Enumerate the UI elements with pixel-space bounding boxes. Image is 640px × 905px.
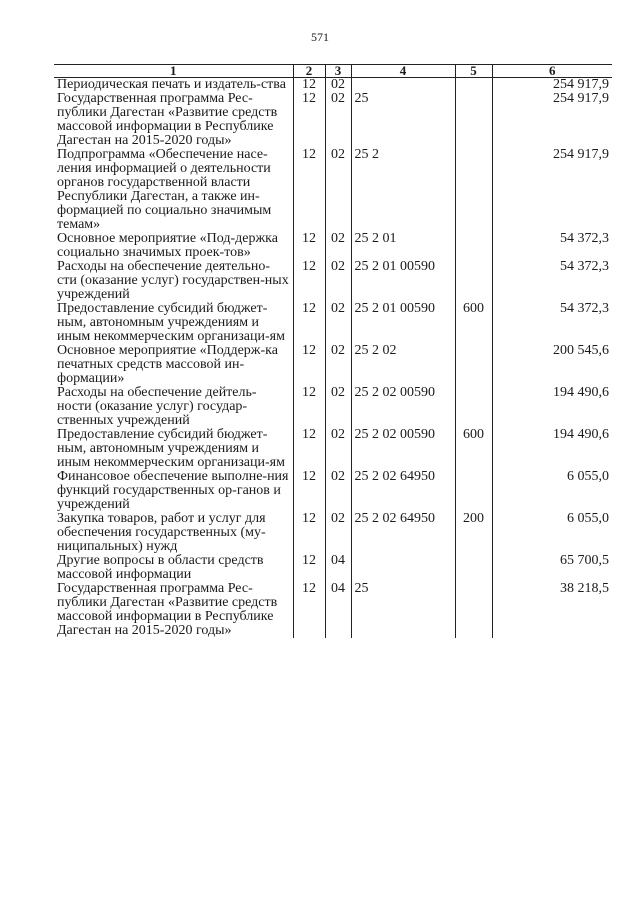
column-header: 3 xyxy=(325,65,351,78)
target-article-code: 25 2 02 00590 xyxy=(351,386,455,428)
expense-type-code xyxy=(455,260,492,302)
expense-type-code xyxy=(455,78,492,93)
target-article-code: 25 xyxy=(351,92,455,148)
subsection-code: 02 xyxy=(325,92,351,148)
item-name: Закупка товаров, работ и услуг для обеспечения государственных (му-ниципальных) нужд xyxy=(54,512,293,554)
section-code: 12 xyxy=(293,470,325,512)
subsection-code: 02 xyxy=(325,302,351,344)
table-row xyxy=(54,78,612,93)
subsection-code: 04 xyxy=(325,582,351,638)
item-name: Расходы на обеспечение дейтель-ности (оказание услуг) государ-ственных учреждений xyxy=(54,386,293,428)
amount-value: 54 372,3 xyxy=(492,260,612,302)
subsection-code: 02 xyxy=(325,78,351,93)
expense-type-code: 600 xyxy=(455,428,492,470)
target-article-code xyxy=(351,78,455,93)
item-name: Основное мероприятие «Поддерж-ка печатных средств массовой ин-формации» xyxy=(54,344,293,386)
item-name: Основное мероприятие «Под-держка социально значимых проек-тов» xyxy=(54,232,293,260)
section-code: 12 xyxy=(293,260,325,302)
table-row xyxy=(54,582,612,638)
target-article-code: 25 2 02 00590 xyxy=(351,428,455,470)
target-article-code: 25 2 01 00590 xyxy=(351,260,455,302)
subsection-code: 02 xyxy=(325,148,351,232)
item-name: Предоставление субсидий бюджет-ным, автономным учреждениям и иным некоммерческим организаци-ям xyxy=(54,302,293,344)
subsection-code: 02 xyxy=(325,260,351,302)
amount-value: 194 490,6 xyxy=(492,386,612,428)
table-row xyxy=(54,232,612,260)
subsection-code: 02 xyxy=(325,512,351,554)
item-name: Государственная программа Рес-публики Дагестан «Развитие средств массовой информации в Республике Дагестан на 2015-2020 годы» xyxy=(54,582,293,638)
amount-value: 6 055,0 xyxy=(492,512,612,554)
table-row xyxy=(54,148,612,232)
expense-type-code xyxy=(455,554,492,582)
target-article-code: 25 2 01 00590 xyxy=(351,302,455,344)
section-code: 12 xyxy=(293,232,325,260)
amount-value: 254 917,9 xyxy=(492,78,612,93)
amount-value: 254 917,9 xyxy=(492,92,612,148)
target-article-code: 25 2 02 64950 xyxy=(351,470,455,512)
amount-value: 194 490,6 xyxy=(492,428,612,470)
expense-type-code xyxy=(455,344,492,386)
table-row xyxy=(54,386,612,428)
section-code: 12 xyxy=(293,344,325,386)
item-name: Государственная программа Рес-публики Дагестан «Развитие средств массовой информации в Республике Дагестан на 2015-2020 годы» xyxy=(54,92,293,148)
target-article-code: 25 2 01 xyxy=(351,232,455,260)
amount-value: 65 700,5 xyxy=(492,554,612,582)
table-row xyxy=(54,92,612,148)
subsection-code: 02 xyxy=(325,344,351,386)
section-code: 12 xyxy=(293,386,325,428)
expense-type-code xyxy=(455,470,492,512)
page-number: 571 xyxy=(311,30,329,44)
column-header: 2 xyxy=(293,65,325,78)
item-name: Подпрограмма «Обеспечение насе-ления информацией о деятельности органов государственной власти Республики Дагестан, а также ин-формацией по социально значимым темам» xyxy=(54,148,293,232)
section-code: 12 xyxy=(293,554,325,582)
header-row xyxy=(54,65,612,78)
amount-value: 38 218,5 xyxy=(492,582,612,638)
table-row xyxy=(54,554,612,582)
item-name: Финансовое обеспечение выполне-ния функций государственных ор-ганов и учреждений xyxy=(54,470,293,512)
item-name: Периодическая печать и издатель-ства xyxy=(54,78,293,93)
subsection-code: 02 xyxy=(325,428,351,470)
column-header: 5 xyxy=(455,65,492,78)
section-code: 12 xyxy=(293,92,325,148)
expense-type-code xyxy=(455,148,492,232)
target-article-code: 25 2 02 xyxy=(351,344,455,386)
subsection-code: 04 xyxy=(325,554,351,582)
subsection-code: 02 xyxy=(325,386,351,428)
target-article-code: 25 2 02 64950 xyxy=(351,512,455,554)
amount-value: 200 545,6 xyxy=(492,344,612,386)
expense-type-code xyxy=(455,386,492,428)
expense-type-code xyxy=(455,582,492,638)
item-name: Предоставление субсидий бюджет-ным, автономным учреждениям и иным некоммерческим организаци-ям xyxy=(54,428,293,470)
section-code: 12 xyxy=(293,428,325,470)
expense-type-code xyxy=(455,232,492,260)
target-article-code xyxy=(351,554,455,582)
section-code: 12 xyxy=(293,78,325,93)
column-header: 4 xyxy=(351,65,455,78)
section-code: 12 xyxy=(293,512,325,554)
amount-value: 254 917,9 xyxy=(492,148,612,232)
budget-table xyxy=(54,64,612,638)
section-code: 12 xyxy=(293,302,325,344)
table-row xyxy=(54,428,612,470)
subsection-code: 02 xyxy=(325,232,351,260)
expense-type-code: 200 xyxy=(455,512,492,554)
amount-value: 54 372,3 xyxy=(492,232,612,260)
expense-type-code: 600 xyxy=(455,302,492,344)
table-row xyxy=(54,470,612,512)
expense-type-code xyxy=(455,92,492,148)
target-article-code: 25 xyxy=(351,582,455,638)
column-header: 6 xyxy=(492,65,612,78)
table-row xyxy=(54,302,612,344)
item-name: Другие вопросы в области средств массовой информации xyxy=(54,554,293,582)
section-code: 12 xyxy=(293,582,325,638)
column-header: 1 xyxy=(54,65,293,78)
section-code: 12 xyxy=(293,148,325,232)
table-row xyxy=(54,344,612,386)
item-name: Расходы на обеспечение деятельно-сти (оказание услуг) государствен-ных учреждений xyxy=(54,260,293,302)
amount-value: 54 372,3 xyxy=(492,302,612,344)
table-row xyxy=(54,260,612,302)
target-article-code: 25 2 xyxy=(351,148,455,232)
subsection-code: 02 xyxy=(325,470,351,512)
table-row xyxy=(54,512,612,554)
amount-value: 6 055,0 xyxy=(492,470,612,512)
